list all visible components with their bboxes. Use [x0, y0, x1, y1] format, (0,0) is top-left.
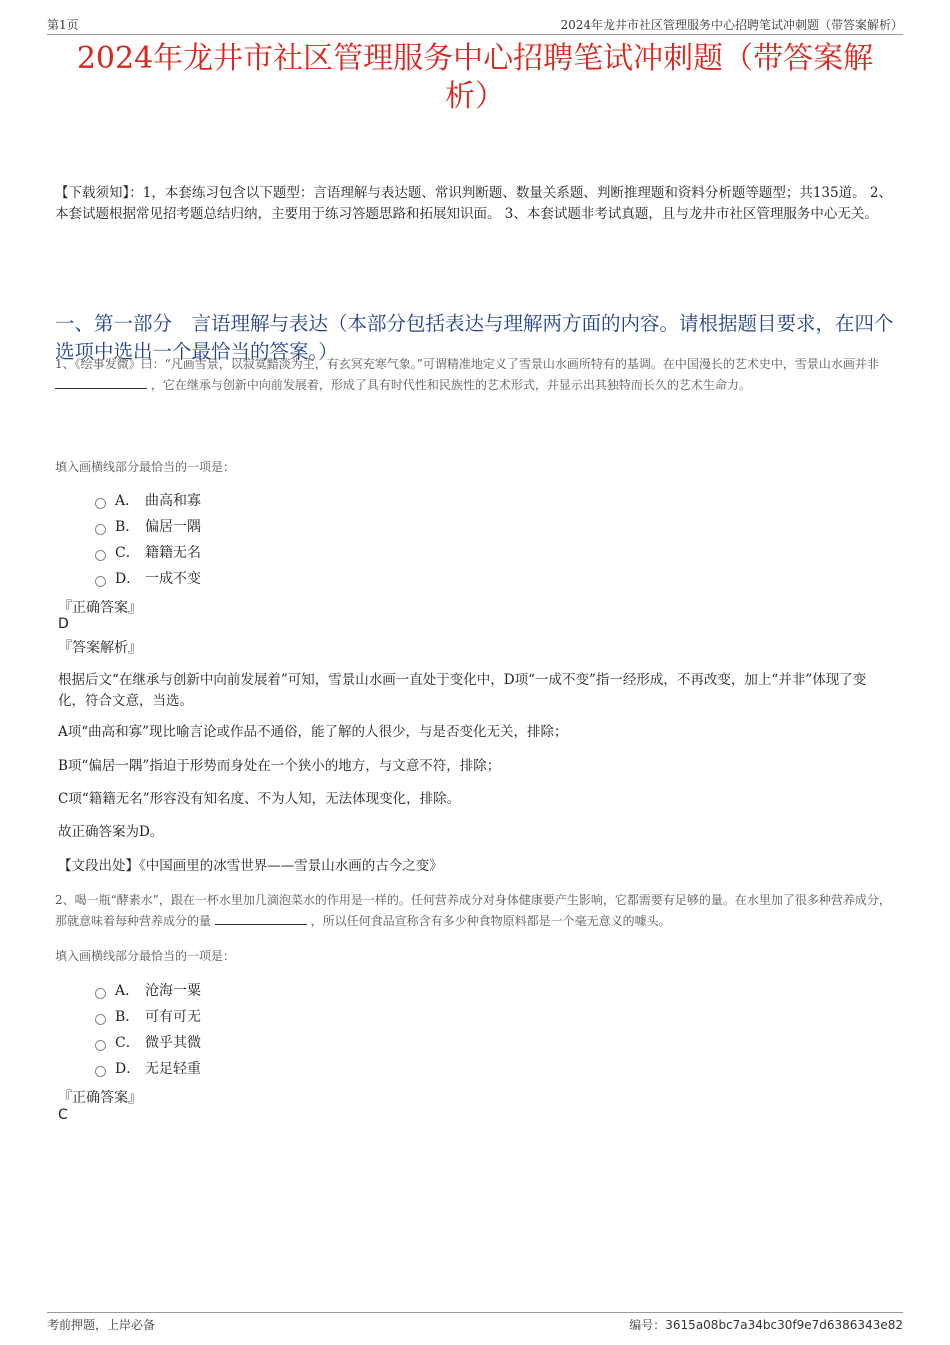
answer-blank — [55, 376, 147, 389]
header-doc-title: 2024年龙井市社区管理服务中心招聘笔试冲刺题（带答案解析） — [560, 18, 903, 32]
radio-icon[interactable] — [95, 576, 106, 587]
question-2-text: 2、喝一瓶“酵素水”，跟在一杯水里加几滴泡菜水的作用是一样的。任何营养成分对身体健康要产生影响，它都需要有足够的量。在水里加了很多种营养成分，那就意味着每种营养成分的量 ，所以任何食品宣称含有多少种食物原料都是一个毫无意义的噱头。 — [55, 893, 891, 928]
radio-icon[interactable] — [95, 498, 106, 509]
analysis-paragraph: 故正确答案为D。 — [58, 824, 164, 840]
analysis-label: 『答案解析』 — [58, 640, 142, 656]
analysis-paragraph: B项“偏居一隅”指迫于形势而身处在一个狭小的地方，与文意不符，排除； — [58, 758, 501, 774]
correct-answer: C — [58, 1107, 68, 1123]
section-title: 一、第一部分 言语理解与表达（本部分包括表达与理解两方面的内容。请根据题目要求，在四个选项中选出一个最恰当的答案。） — [55, 312, 894, 363]
source-citation: 【文段出处】《中国画里的冰雪世界——雪景山水画的古今之变》 — [58, 858, 443, 874]
question-1-options — [95, 488, 201, 592]
analysis-paragraph: 根据后文“在继承与创新中向前发展着”可知，雪景山水画一直处于变化中，D项“一成不变”指一经形成，不再改变，加上“并非”体现了变化，符合文意，当选。 — [58, 672, 867, 709]
radio-icon[interactable] — [95, 988, 106, 999]
document-title: 2024年龙井市社区管理服务中心招聘笔试冲刺题（带答案解析） — [76, 41, 874, 114]
option-b[interactable]: B． 可有可无 — [95, 1004, 201, 1030]
answer-label: 『正确答案』 — [58, 1090, 142, 1106]
footer-slogan: 考前押题，上岸必备 — [47, 1318, 156, 1332]
analysis-paragraph: A项“曲高和寡”现比喻言论或作品不通俗，能了解的人很少，与是否变化无关，排除； — [58, 724, 568, 740]
page-number: 第1页 — [47, 18, 79, 32]
download-notice: 【下载须知】：1，本套练习包含以下题型：言语理解与表达题、常识判断题、数量关系题、判断推理题和资料分析题等题型；共135道。 2、本套试题根据常见招考题总结归纳，主要用于练习答题思路和拓展知识面。 3、本套试题非考试真题，且与龙井市社区管理服务中心无关。 — [55, 185, 892, 222]
radio-icon[interactable] — [95, 524, 106, 535]
question-2-prompt: 填入画横线部分最恰当的一项是： — [55, 949, 236, 963]
radio-icon[interactable] — [95, 550, 106, 561]
answer-label: 『正确答案』 — [58, 600, 142, 616]
question-1-text: 1、《绘事发微》曰：“凡画雪景，以寂寞黯淡为主，有玄冥充寒气象。”可谓精准地定义了雪景山水画所特有的基调。在中国漫长的艺术史中，雪景山水画并非 ，它在继承与创新中向前发展着，形成了具有时代性和民族性的艺术形式，并显示出其独特而长久的艺术生命力。 — [55, 357, 879, 392]
option-b[interactable]: B． 偏居一隅 — [95, 514, 201, 540]
option-d[interactable]: D． 无足轻重 — [95, 1056, 201, 1082]
option-d[interactable]: D． 一成不变 — [95, 566, 201, 592]
answer-blank — [215, 912, 307, 925]
option-c[interactable]: C． 籍籍无名 — [95, 540, 201, 566]
option-a[interactable]: A． 沧海一粟 — [95, 978, 201, 1004]
page-footer — [47, 1312, 903, 1333]
analysis-paragraph: C项“籍籍无名”形容没有知名度、不为人知，无法体现变化，排除。 — [58, 791, 461, 807]
option-c[interactable]: C． 微乎其微 — [95, 1030, 201, 1056]
question-1-prompt: 填入画横线部分最恰当的一项是： — [55, 460, 236, 474]
radio-icon[interactable] — [95, 1066, 106, 1077]
option-a[interactable]: A． 曲高和寡 — [95, 488, 201, 514]
correct-answer: D — [58, 616, 69, 632]
radio-icon[interactable] — [95, 1040, 106, 1051]
question-2-options — [95, 978, 201, 1082]
page-header — [47, 14, 903, 35]
footer-doc-id: 编号：3615a08bc7a34bc30f9e7d6386343e82 — [629, 1318, 903, 1332]
radio-icon[interactable] — [95, 1014, 106, 1025]
